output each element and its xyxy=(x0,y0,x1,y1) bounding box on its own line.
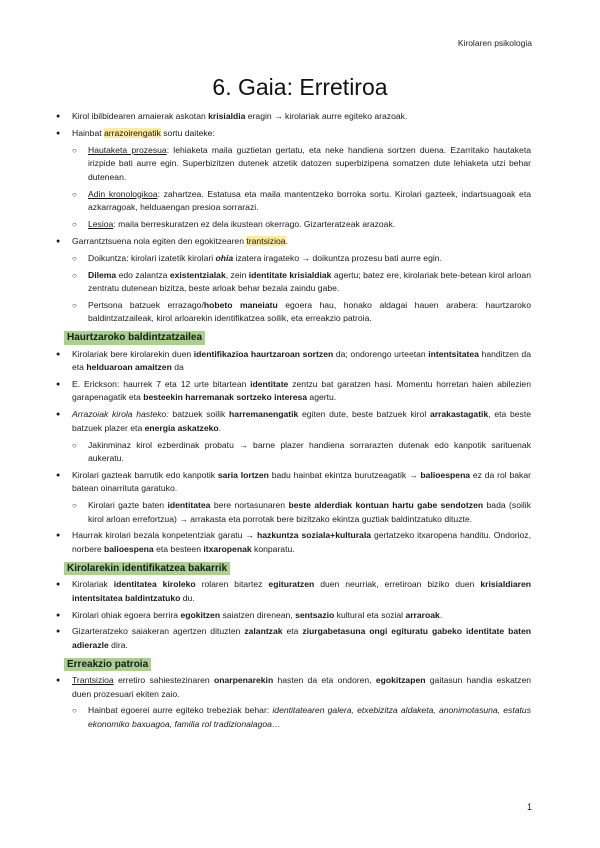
text: Kirolariak bere kirolarekin duen xyxy=(72,348,194,359)
highlighted-text: trantsizioa xyxy=(246,235,286,246)
text: . xyxy=(218,422,222,433)
page-number: 1 xyxy=(526,802,532,812)
sub-list-item xyxy=(72,144,531,184)
list-item xyxy=(56,110,531,123)
section3-list xyxy=(56,674,531,731)
text: ez da rol bakar batean oinarrituta garatuko. xyxy=(72,469,531,494)
page-title: 6. Gaia: Erretiroa xyxy=(212,74,388,100)
text: gertatzeko itxaropena handitu. Ondorioz, norbere xyxy=(72,530,531,554)
text: Hainbat egoerei aurre egiteko trebeziak behar: xyxy=(88,705,273,716)
text: Pertsona batzuek errazago/ xyxy=(88,299,204,310)
text: egiten dute, beste batzuek kirol xyxy=(298,409,430,420)
bold-text: energia askatzeko xyxy=(144,422,219,433)
sub-list-item xyxy=(72,439,531,466)
bold-text: egituratzen xyxy=(268,579,315,590)
text: Kirolari gazte baten xyxy=(88,500,168,511)
text: duen neurriak, erretiroan biziko duen xyxy=(314,579,481,590)
bold-text: balioespena xyxy=(420,469,471,480)
list-item xyxy=(56,127,531,140)
bold-text: zalantzak xyxy=(244,626,283,637)
highlighted-text: arrazoirengatik xyxy=(104,127,161,138)
text: E. Erickson: haurrek 7 eta 12 urte bitartean xyxy=(72,378,251,389)
document-body xyxy=(56,110,531,735)
intro-list xyxy=(56,110,531,326)
bold-text: saria lortzen xyxy=(217,469,269,480)
underlined-term: Hautaketa prozesua xyxy=(88,144,167,155)
sub-list-item xyxy=(72,252,531,265)
section1-list xyxy=(56,348,531,557)
text: bada (soilik kirol arloan errefortzua) → arrakasta eta porrotak bere bizitzako ekintza guztiak baldintzatuko dituzte. xyxy=(88,500,531,524)
text: handitzen da eta xyxy=(72,348,531,372)
text: : lehiaketa maila guztietan gertatu, eta neke handiena sortzen duena. Ezarritako hautaketa irizpide bati aurre egin. Superbizitzen dutenek atzetik datozen superbizipena somatzen dute lehiaketa utzi behar dutenean. xyxy=(88,144,531,182)
text: hasten da eta ondoren, xyxy=(273,675,376,686)
text: gaitasun handia eskatzen duen prozesuari ekiten zaio. xyxy=(72,675,532,699)
text: Hainbat xyxy=(72,127,105,138)
list-item xyxy=(56,529,531,556)
bold-text: existentzialak xyxy=(169,269,226,280)
bold-text: krisialdia xyxy=(208,111,246,121)
text: Kirol ibilbidearen amaierak askotan xyxy=(72,111,209,121)
bold-text: arrakastagatik xyxy=(429,409,489,420)
text: kultural eta sozial xyxy=(334,609,406,620)
text: : maila berreskuratzen ez dela ikustean okerrago. Gizarteratzeak arazoak. xyxy=(113,218,396,229)
text: konparatu. xyxy=(251,543,295,554)
list-item xyxy=(56,348,531,375)
text: Haurrak kirolari bezala konpetentziak garatu → xyxy=(72,530,257,541)
text: bere nortasunaren xyxy=(210,500,289,511)
list-item xyxy=(56,408,531,435)
underlined-term: Lesioa xyxy=(88,218,114,229)
bold-text: besteekin harremanak sortzeko interesa xyxy=(143,392,308,403)
section-heading: Erreakzio patroia xyxy=(64,658,151,671)
bold-text: harremanengatik xyxy=(229,409,299,420)
text: Jakinminaz kirol ezberdinak probatu → barne plazer handiena sorrarazten dutenak edo kanpotik sarituenak aukeratu. xyxy=(88,439,531,463)
text: erretiro sahiestezinaren xyxy=(113,675,214,686)
text: izatera iragateko → doikuntza prozesu bati aurre egin. xyxy=(233,252,442,263)
text: . xyxy=(285,235,288,246)
text: Garrantztsuena nola egiten den egokitzearen xyxy=(72,235,247,246)
bold-text: identitate xyxy=(250,378,289,389)
text: : zahartzea. Estatusa eta maila mantentzeko borroka sortu. Kirolari gazteek, indartsuagoak eta azkarragoak, helduaengan presioa sorrarazi. xyxy=(88,188,531,212)
list-item xyxy=(56,625,531,652)
list-item xyxy=(56,609,531,622)
bold-text: Dilema xyxy=(88,269,117,280)
sub-list-item xyxy=(72,269,531,296)
text: egoera hau, honako aldagai hauen arabera: haurtzaroko baldintzatzaileak, kirol arloarekin identifikatzea soilik, eta erreakzio patroia. xyxy=(88,299,531,324)
italic-text: Arrazoiak kirola hasteko: xyxy=(72,409,169,420)
text: . xyxy=(439,609,443,620)
bold-text: helduaroan amaitzen xyxy=(86,362,172,372)
text: saiatzen direnean, xyxy=(220,609,296,620)
bold-text: krisialdiaren intentsitatea baldintzatuko xyxy=(72,579,531,603)
section2-list xyxy=(56,578,531,652)
bold-text: onarpenarekin xyxy=(213,675,274,686)
sub-list-item xyxy=(72,218,531,231)
bold-text: egokitzapen xyxy=(375,675,426,686)
bold-text: itxaropenak xyxy=(203,543,252,554)
list-item xyxy=(56,578,531,605)
text: rolaren bitartez xyxy=(195,579,269,590)
running-header: Kirolaren psikologia xyxy=(457,38,532,48)
text: eta xyxy=(282,626,303,637)
text: dira. xyxy=(108,639,128,650)
text: badu hainbat ekintza burutzeagatik → xyxy=(268,469,421,480)
bold-text: balioespena xyxy=(104,543,154,554)
text: da; ondorengo urteetan xyxy=(333,348,429,359)
italic-text: ohia xyxy=(215,252,234,263)
text: Doikuntza: kirolari izatetik kirolari xyxy=(88,252,216,263)
text: eragin → kirolariak aurre egiteko arazoak. xyxy=(245,111,408,121)
bold-text: identifikazioa haurtzaroan sortzen xyxy=(193,348,334,359)
text: , eta beste batzuek plazer eta xyxy=(72,409,531,433)
bold-text: hazkuntza soziala+kulturala xyxy=(257,530,372,541)
bold-text: identitate krisialdiak xyxy=(248,269,332,280)
text: edo zalantza xyxy=(116,269,170,280)
bold-text: ziurgabetasuna ongi egituratu gabeko identitate baten adierazle xyxy=(72,626,531,650)
underlined-term: Adin kronologikoa xyxy=(88,188,158,199)
section-heading: Haurtzaroko baldintzatzailea xyxy=(64,331,205,344)
section-heading: Kirolarekin identifikatzea bakarrik xyxy=(64,562,230,575)
sub-list-item xyxy=(72,499,531,526)
underlined-term: Trantsizioa xyxy=(72,675,114,686)
text: eta besteen xyxy=(153,543,204,554)
bold-text: egokitzen xyxy=(180,609,221,620)
list-item xyxy=(56,674,531,701)
text: Kirolari gazteak barrutik edo kanpotik xyxy=(72,469,218,480)
sub-list-item xyxy=(72,704,531,731)
bold-text: intentsitatea xyxy=(428,348,479,359)
text: Kirolari ohiak egoera berrira xyxy=(72,609,181,620)
list-item xyxy=(56,378,531,405)
bold-text: hobeto maneiatu xyxy=(203,299,278,310)
text: , zein xyxy=(225,269,249,280)
bold-text: arraroak xyxy=(405,609,440,620)
text: du. xyxy=(180,592,195,603)
text: Kirolariak xyxy=(72,579,114,590)
text: Gizarteratzeko saiakeran agertzen dituzten xyxy=(72,626,245,637)
text: agertu; batez ere, kirolariak bete-betean kirol arloan zentratu dutenean bizitza, beste arloak behar bezala zaindu gabe. xyxy=(88,269,531,293)
text: zentzu bat garatzen hasi. Momentu horretan haien abilezien garapenagatik eta xyxy=(72,378,531,403)
text: da xyxy=(171,362,184,372)
bold-text: beste alderdiak kontuan hartu gabe sendotzen xyxy=(288,500,484,511)
list-item xyxy=(56,469,531,496)
list-item xyxy=(56,235,531,248)
text: agertu. xyxy=(307,392,337,403)
text: batzuek soilik xyxy=(168,409,230,420)
bold-text: identitatea kiroleko xyxy=(113,579,196,590)
sub-list-item xyxy=(72,299,531,326)
bold-text: identitatea xyxy=(167,500,211,511)
italic-text: identitatearen galera, etxebizitza aldaketa, anonimotasuna, estatus ekonomiko baxuagoa, familia rol tradizionalagoa… xyxy=(88,705,531,729)
text: sortu daiteke: xyxy=(160,127,215,138)
bold-text: sentsazio xyxy=(295,609,335,620)
sub-list-item xyxy=(72,188,531,215)
